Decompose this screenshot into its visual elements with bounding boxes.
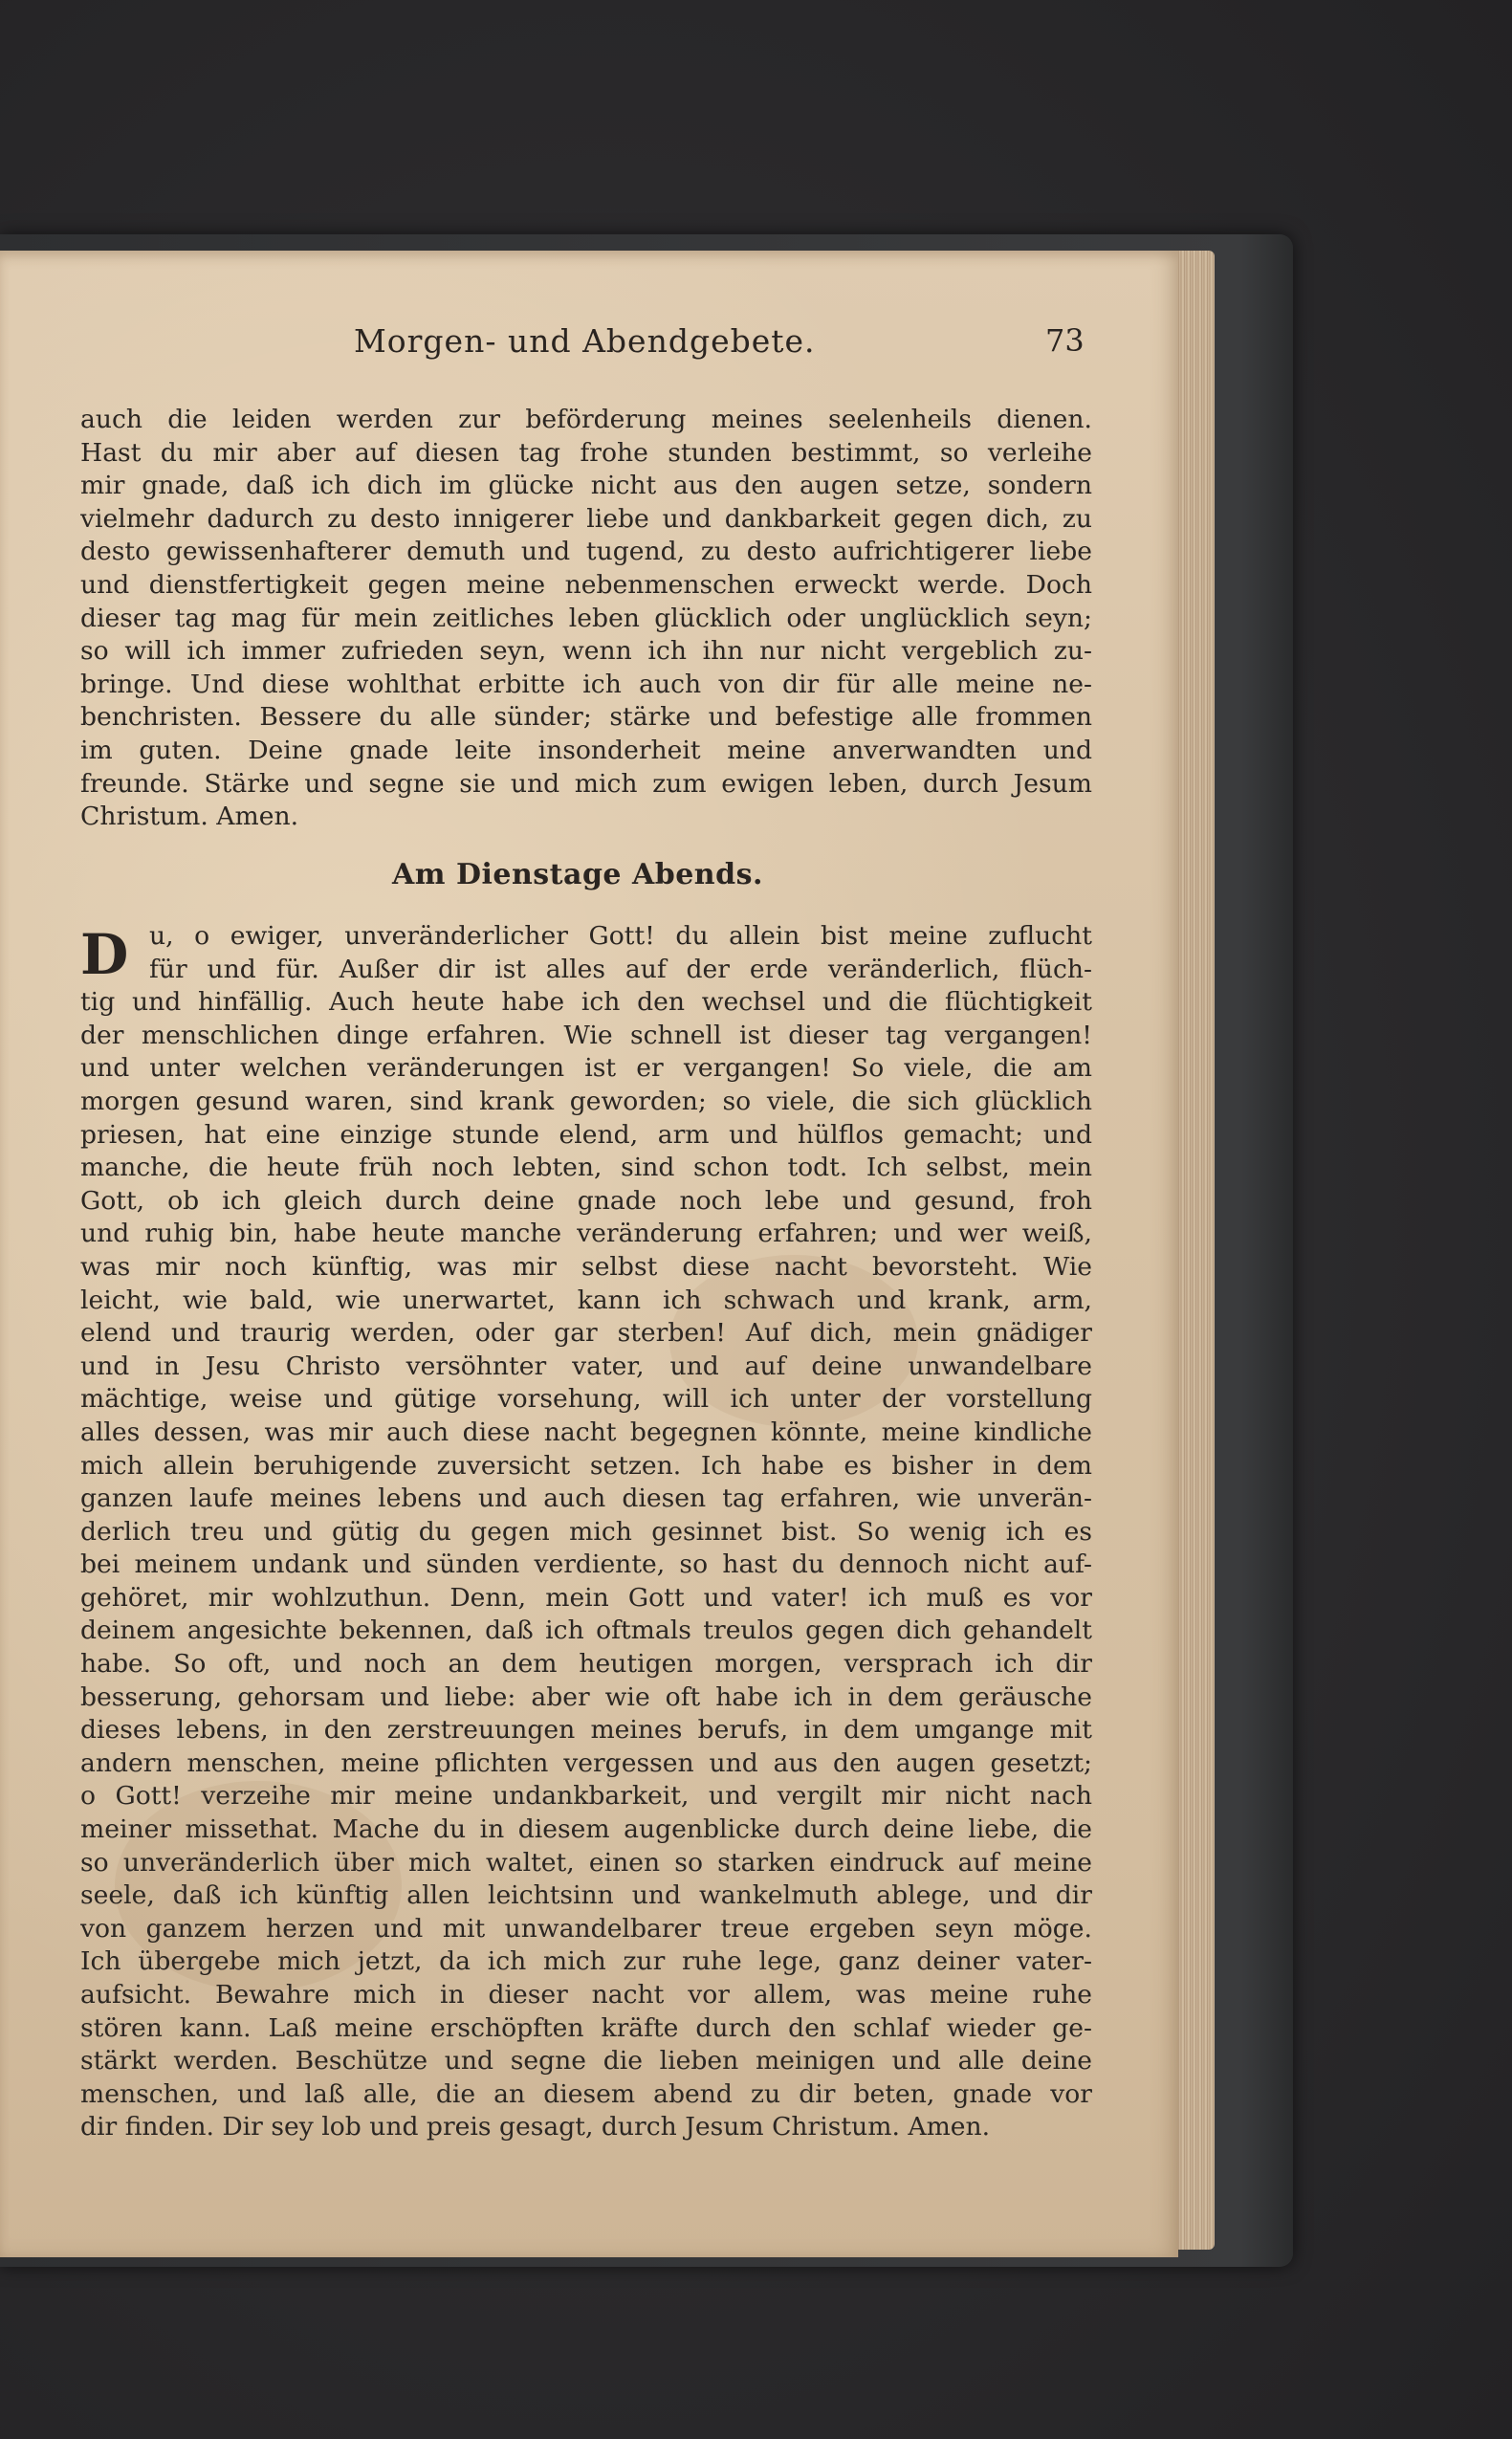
prayer-paragraph-1 <box>80 404 1092 834</box>
text-line: derlich treu und gütig du gegen mich gesinnet bist. So wenig ich es <box>80 1516 1092 1547</box>
text-line: deinem angesichte bekennen, daß ich oftmals treulos gegen dich gehandelt <box>80 1615 1092 1646</box>
text-line: dieser tag mag für mein zeitliches leben glücklich oder unglücklich seyn; <box>80 603 1092 633</box>
text-line: bringe. Und diese wohlthat erbitte ich auch von dir für alle meine ne- <box>80 669 1092 699</box>
page-number: 73 <box>1045 322 1085 359</box>
text-line: im guten. Deine gnade leite insonderheit meine anverwandten und <box>80 735 1092 765</box>
prayer-paragraph-2 <box>80 920 1092 2144</box>
text-line: Gott, ob ich gleich durch deine gnade noch lebe und gesund, froh <box>80 1185 1092 1216</box>
text-line: freunde. Stärke und segne sie und mich zum ewigen leben, durch Jesum <box>80 768 1092 799</box>
text-line: mich allein beruhigende zuversicht setzen. Ich habe es bisher in dem <box>80 1450 1092 1481</box>
text-line: so will ich immer zufrieden seyn, wenn ich ihn nur nicht vergeblich zu- <box>80 636 1092 667</box>
text-line: Ich übergebe mich jetzt, da ich mich zur ruhe lege, ganz deiner vater- <box>80 1946 1092 1977</box>
text-line: mir gnade, daß ich dich im glücke nicht aus den augen setze, sondern <box>80 471 1092 501</box>
text-line: elend und traurig werden, oder gar sterben! Auf dich, mein gnädiger <box>80 1318 1092 1349</box>
text-line: habe. So oft, und noch an dem heutigen morgen, versprach ich dir <box>80 1649 1092 1680</box>
text-line: was mir noch künftig, was mir selbst diese nacht bevorsteht. Wie <box>80 1251 1092 1282</box>
text-line: benchristen. Bessere du alle sünder; stärke und befestige alle frommen <box>80 702 1092 733</box>
text-line: stärkt werden. Beschütze und segne die lieben meinigen und alle deine <box>80 2046 1092 2076</box>
text-line: und ruhig bin, habe heute manche veränderung erfahren; und wer weiß, <box>80 1219 1092 1249</box>
book-page <box>0 251 1178 2257</box>
drop-cap-initial: D <box>80 922 129 987</box>
text-line: u, o ewiger, unveränderlicher Gott! du allein bist meine zuflucht <box>149 921 1092 951</box>
text-line: für und für. Außer dir ist alles auf der erde veränderlich, flüch- <box>149 954 1092 984</box>
text-line: der menschlichen dinge erfahren. Wie schnell ist dieser tag vergangen! <box>80 1020 1092 1050</box>
text-line: und in Jesu Christo versöhnter vater, und auf deine unwandelbare <box>80 1351 1092 1381</box>
text-line: menschen, und laß alle, die an diesem abend zu dir beten, gnade vor <box>80 2078 1092 2109</box>
text-line: und dienstfertigkeit gegen meine nebenmenschen erweckt werde. Doch <box>80 569 1092 600</box>
text-line: besserung, gehorsam und liebe: aber wie oft habe ich in dem geräusche <box>80 1681 1092 1712</box>
text-line: andern menschen, meine pflichten vergessen und aus den augen gesetzt; <box>80 1747 1092 1778</box>
text-line: Christum. Amen. <box>80 802 299 832</box>
text-line: so unveränderlich über mich waltet, einen so starken eindruck auf meine <box>80 1847 1092 1878</box>
text-line: dieses lebens, in den zerstreuungen meines berufs, in dem umgange mit <box>80 1715 1092 1746</box>
text-line: desto gewissenhafterer demuth und tugend, zu desto aufrichtigerer liebe <box>80 537 1092 567</box>
text-line: stören kann. Laß meine erschöpften kräfte durch den schlaf wieder ge- <box>80 2012 1092 2043</box>
text-line: dir finden. Dir sey lob und preis gesagt, durch Jesum Christum. Amen. <box>80 2112 991 2142</box>
text-line: ganzen laufe meines lebens und auch diesen tag erfahren, wie unverän- <box>80 1483 1092 1514</box>
text-line: und unter welchen veränderungen ist er vergangen! So viele, die am <box>80 1053 1092 1084</box>
text-line: o Gott! verzeihe mir meine undankbarkeit, und vergilt mir nicht nach <box>80 1781 1092 1812</box>
text-line: bei meinem undank und sünden verdiente, so hast du dennoch nicht auf- <box>80 1549 1092 1580</box>
text-line: morgen gesund waren, sind krank geworden; so viele, die sich glücklich <box>80 1086 1092 1116</box>
text-line: aufsicht. Bewahre mich in dieser nacht vor allem, was meine ruhe <box>80 1980 1092 2010</box>
text-line: tig und hinfällig. Auch heute habe ich den wechsel und die flüchtigkeit <box>80 987 1092 1018</box>
text-line: von ganzem herzen und mit unwandelbarer treue ergeben seyn möge. <box>80 1913 1092 1944</box>
text-line: alles dessen, was mir auch diese nacht begegnen könnte, meine kindliche <box>80 1417 1092 1447</box>
text-line: priesen, hat eine einzige stunde elend, arm und hülflos gemacht; und <box>80 1119 1092 1150</box>
running-title: Morgen- und Abendgebete. <box>354 322 816 360</box>
text-line: gehöret, mir wohlzuthun. Denn, mein Gott und vater! ich muß es vor <box>80 1582 1092 1613</box>
text-line: mächtige, weise und gütige vorsehung, will ich unter der vorstellung <box>80 1384 1092 1415</box>
section-heading: Am Dienstage Abends. <box>392 858 763 891</box>
text-line: leicht, wie bald, wie unerwartet, kann ich schwach und krank, arm, <box>80 1285 1092 1315</box>
text-line: Hast du mir aber auf diesen tag frohe stunden bestimmt, so verleihe <box>80 437 1092 468</box>
text-line: auch die leiden werden zur beförderung meines seelenheils dienen. <box>80 405 1092 434</box>
text-line: seele, daß ich künftig allen leichtsinn und wankelmuth ablege, und dir <box>80 1880 1092 1911</box>
page-header <box>0 322 1178 380</box>
text-line: manche, die heute früh noch lebten, sind schon todt. Ich selbst, mein <box>80 1153 1092 1183</box>
text-line: vielmehr dadurch zu desto innigerer liebe und dankbarkeit gegen dich, zu <box>80 503 1092 534</box>
text-line: meiner missethat. Mache du in diesem augenblicke durch deine liebe, die <box>80 1814 1092 1845</box>
